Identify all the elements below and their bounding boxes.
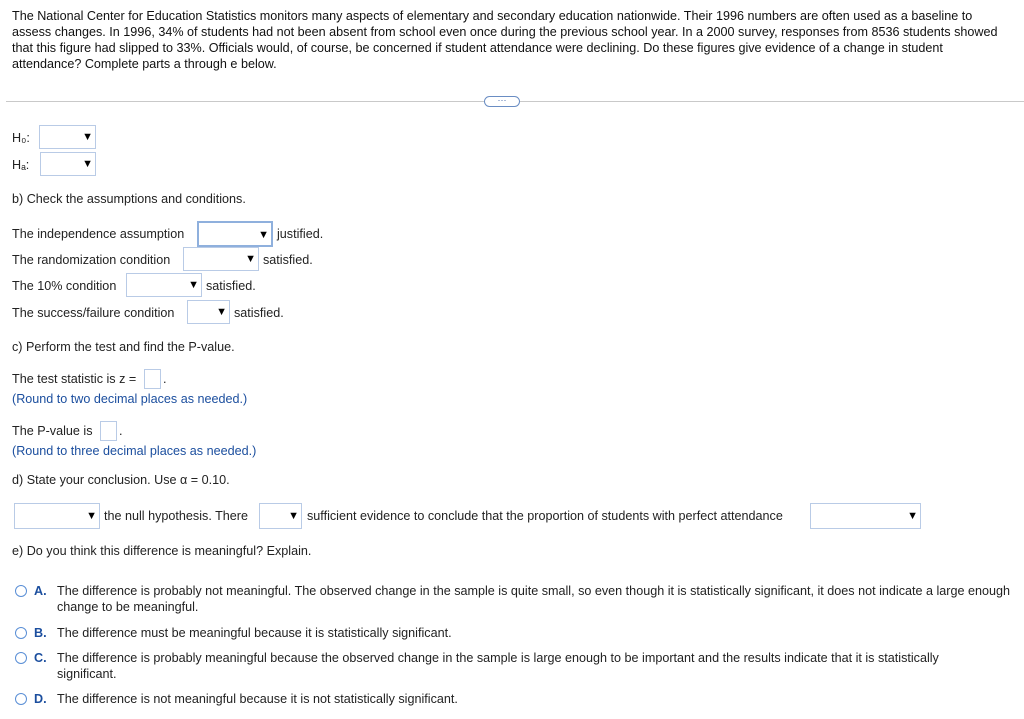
option-d-text[interactable]: The difference is not meaningful because it is not statistically significant.	[57, 692, 458, 706]
part-e-heading: e) Do you think this difference is meaningful? Explain.	[12, 544, 312, 558]
option-b-text[interactable]: The difference must be meaningful because it is statistically significant.	[57, 626, 452, 640]
option-a-radio[interactable]	[15, 585, 27, 597]
triangle-down-icon: ▼	[82, 158, 93, 170]
ten-percent-suffix: satisfied.	[206, 279, 256, 293]
p-value-input[interactable]	[100, 421, 117, 441]
problem-statement: The National Center for Education Statistics monitors many aspects of elementary and secondary education nationwide. Their 1996 numbers are often used as a baseline to assess changes. In 1996, 34% of students had not been absent from school even once during the previous school year. In a 2000 survey, responses from 8536 students showed that this figure had slipped to 33%. Officials would, of course, be concerned if student attendance were declining. Do these figures give evidence of a change in student attendance? Complete parts a through e below.	[12, 9, 998, 71]
triangle-down-icon: ▼	[258, 229, 269, 241]
independence-suffix: justified.	[277, 227, 324, 241]
independence-dropdown[interactable]	[197, 221, 273, 247]
option-a-text[interactable]: The difference is probably not meaningful. The observed change in the sample is quite small, so even though it is statistically significant, it does not indicate a large enough change to be meaningful.	[57, 584, 1011, 614]
triangle-down-icon: ▼	[288, 510, 299, 522]
h0-dropdown[interactable]	[39, 125, 96, 149]
success-failure-dropdown[interactable]	[187, 300, 230, 324]
h0-label: H₀:	[12, 131, 30, 145]
expand-more-button[interactable]: ···	[484, 96, 520, 107]
independence-label: The independence assumption	[12, 227, 185, 241]
option-c-radio[interactable]	[15, 652, 27, 664]
randomization-suffix: satisfied.	[263, 253, 313, 267]
success-failure-suffix: satisfied.	[234, 306, 284, 320]
triangle-down-icon: ▼	[86, 510, 97, 522]
option-b-radio[interactable]	[15, 627, 27, 639]
success-failure-label: The success/failure condition	[12, 306, 175, 320]
part-b-heading: b) Check the assumptions and conditions.	[12, 192, 246, 206]
direction-dropdown[interactable]	[810, 503, 921, 529]
ha-label: Hₐ:	[12, 158, 30, 172]
ten-percent-label: The 10% condition	[12, 279, 117, 293]
option-a-letter: A.	[34, 584, 47, 598]
part-c-heading: c) Perform the test and find the P-value.	[12, 340, 235, 354]
period: .	[163, 372, 167, 386]
p-value-label: The P-value is	[12, 424, 93, 438]
ha-dropdown[interactable]	[40, 152, 96, 176]
part-d-heading: d) State your conclusion. Use α = 0.10.	[12, 473, 230, 487]
ten-percent-dropdown[interactable]	[126, 273, 202, 297]
reject-dropdown[interactable]	[14, 503, 100, 529]
period: .	[119, 424, 123, 438]
test-statistic-input[interactable]	[144, 369, 161, 389]
conclusion-text-2: sufficient evidence to conclude that the proportion of students with perfect attendance	[307, 509, 783, 523]
randomization-dropdown[interactable]	[183, 247, 259, 271]
triangle-down-icon: ▼	[188, 279, 199, 291]
triangle-down-icon: ▼	[245, 253, 256, 265]
triangle-down-icon: ▼	[216, 306, 227, 318]
option-d-radio[interactable]	[15, 693, 27, 705]
round-two-hint: (Round to two decimal places as needed.)	[12, 392, 248, 406]
evidence-dropdown[interactable]	[259, 503, 302, 529]
conclusion-text-1: the null hypothesis. There	[104, 509, 248, 523]
triangle-down-icon: ▼	[907, 510, 918, 522]
triangle-down-icon: ▼	[82, 131, 93, 143]
option-c-text[interactable]: The difference is probably meaningful because the observed change in the sample is large enough to be important and the results indicate that it is statistically significant.	[57, 651, 939, 681]
round-three-hint: (Round to three decimal places as needed.)	[12, 444, 257, 458]
randomization-label: The randomization condition	[12, 253, 171, 267]
option-d-letter: D.	[34, 692, 47, 706]
test-statistic-label: The test statistic is z =	[12, 372, 137, 386]
option-b-letter: B.	[34, 626, 47, 640]
option-c-letter: C.	[34, 651, 47, 665]
